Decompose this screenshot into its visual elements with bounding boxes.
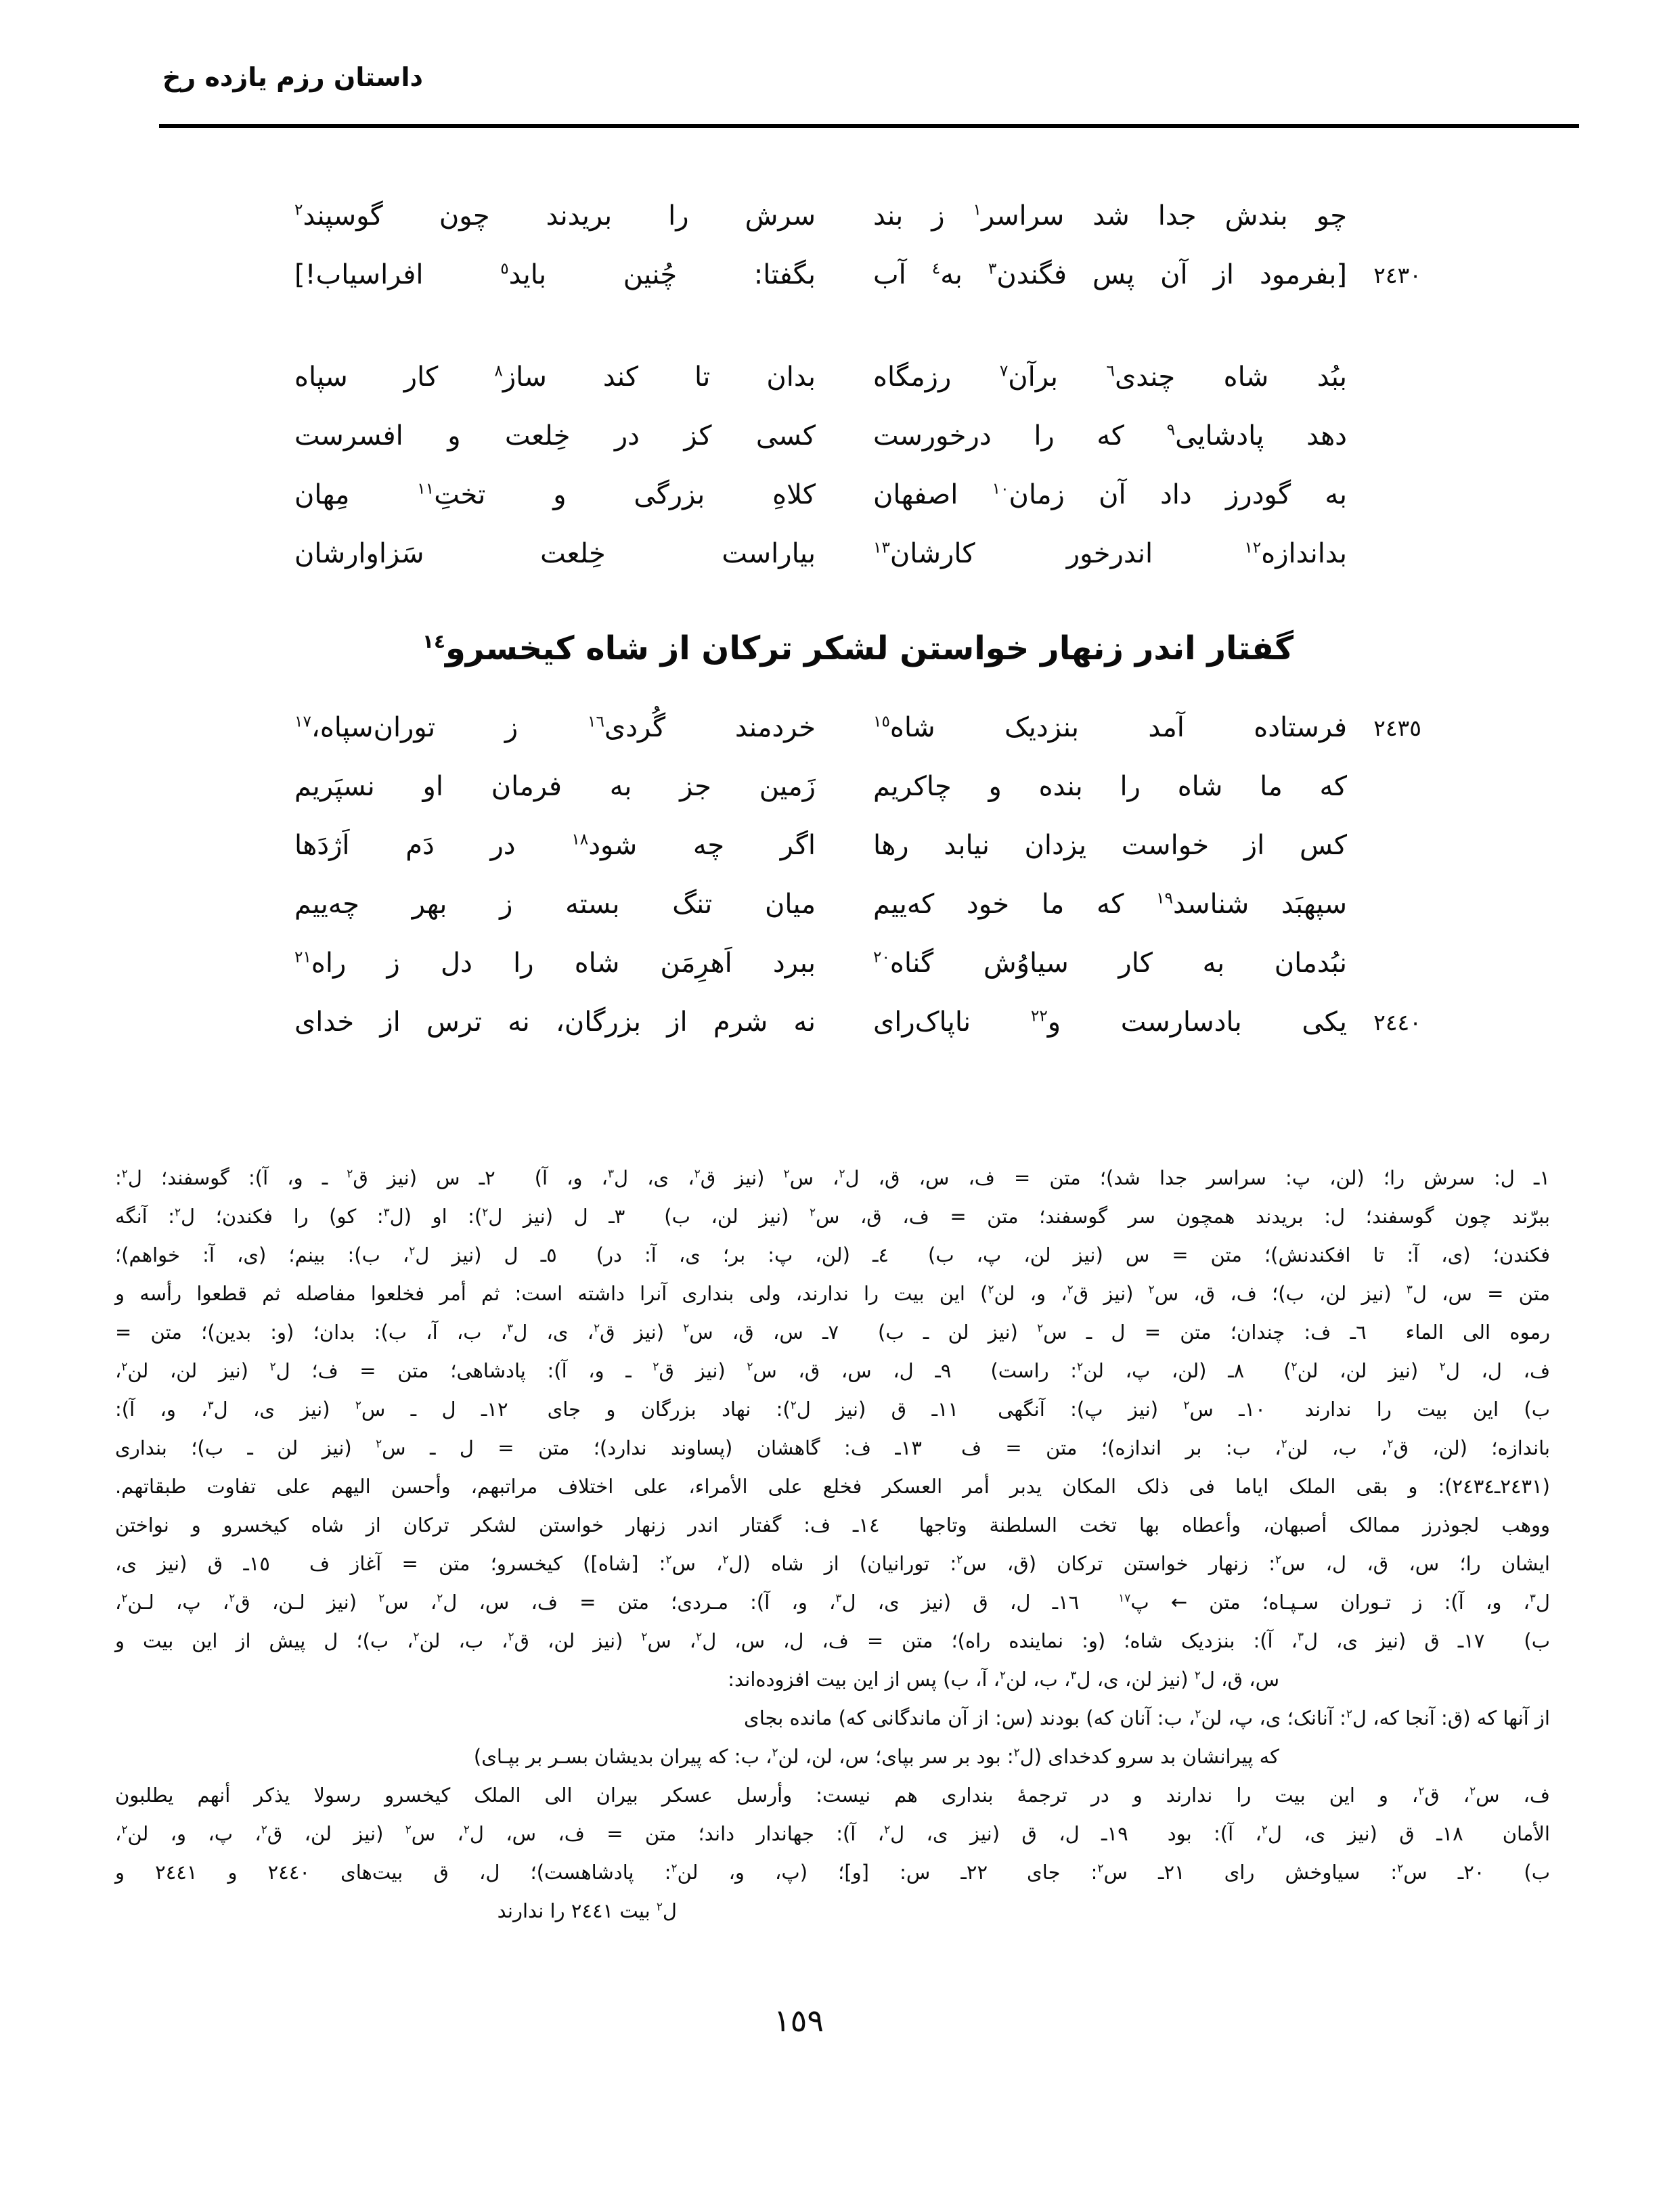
footnote-ref: ٢: [696, 1629, 703, 1643]
footnote-ref: ٣: [1529, 1591, 1536, 1605]
hemistich-left: خردمند گُردی$^{١٦}$ ز توران‌سپاه،$^{١٧}$: [294, 712, 816, 743]
footnote-line: ووهب لجوذرز ممالک أصبهان، وأعطاه بها تخت السلطنة وتاجها ١٤ـ ف: گفتار اندر زنهار خواستن لشکر ترکان از شاه کیخسرو و نواختن: [115, 1513, 1550, 1536]
footnote-ref: ٣: [1406, 1282, 1413, 1296]
footnote-line: ل$^٢$ بیت ٢٤٤١ را ندارند: [497, 1899, 677, 1922]
footnote-ref: ٣: [835, 1591, 842, 1605]
footnote-ref: ٢: [988, 1282, 994, 1296]
footnote-ref: ٤: [931, 259, 941, 278]
hemistich-left: میان تنگ بسته ز بهر چه‌ییم: [294, 889, 816, 920]
hemistich-right: فرستاده آمد بنزدیک شاه$^{١٥}$: [873, 712, 1347, 743]
footnote-ref: ٢: [355, 1398, 361, 1412]
hemistich-right: کس از خواست یزدان نیابد رها: [873, 830, 1347, 861]
footnote-ref: ٣: [383, 1205, 390, 1219]
footnote-ref: ٢: [1097, 1861, 1104, 1875]
footnote-ref: ٢: [437, 1591, 443, 1605]
footnote-ref: ٢: [747, 1359, 753, 1373]
footnote-ref: ١٧: [1118, 1591, 1131, 1605]
hemistich-left: کسی کز در خِلعت و افسرست: [294, 420, 816, 451]
hemistich-left: بیاراست خِلعت سَزاوارشان: [294, 538, 816, 569]
footnote-ref: ٢: [671, 1861, 678, 1875]
footnote-ref: ٢: [1183, 1398, 1190, 1412]
footnote-line: از آنها که (ق: آنجا که، ل$^٢$: آنانک؛ ی، پ، لن$^٢$، ب: آنان که) بودند (س: از آن ماندگانی که) مانده بجای: [744, 1706, 1550, 1729]
footnote-ref: ٨: [494, 361, 503, 380]
footnote-line: باندازه؛ (لن، ق$^٢$، ب، لن$^٢$، ب: بر اندازه)؛ متن = ف ١٣ـ ف: گاهشان (پساوند ندارد)؛ متن = ل ـ س$^٢$ (نیز لن ـ ب)؛ بنداری: [115, 1436, 1550, 1459]
running-header-title: داستان رزم یازده رخ: [162, 62, 424, 92]
footnote-ref: ٢: [1077, 1359, 1084, 1373]
footnote-ref: ٢: [1013, 1745, 1020, 1759]
couplet-row: [294, 699, 1421, 757]
footnote-ref: ٢: [1275, 1552, 1282, 1566]
footnote-ref: ٢: [376, 1436, 382, 1451]
footnote-ref: ٢: [594, 1321, 600, 1335]
hemistich-left: اگر چه شود$^{١٨}$ در دَم اَژدَها: [294, 830, 816, 861]
footnote-ref: ٢: [347, 1166, 353, 1180]
footnote-line: که پیرانشان بد سرو کدخدای (ل$^٢$: بود بر سر بپای؛ س، لن، لن$^٢$، ب: که پیران بدیشان بسـر بر بپـای): [473, 1745, 1279, 1768]
footnote-ref: ١٨: [571, 830, 589, 849]
couplet-row: [294, 246, 1421, 305]
footnote-ref: ٢: [1195, 1706, 1201, 1721]
couplet-row: [294, 407, 1421, 466]
footnote-line: ب) ١٧ـ ق (نیز ی، ل$^٣$، آ): بنزدیک شاه؛ (و: نماینده راه)؛ متن = ف، ل، س، ل$^٢$، س$^٢$ (نیز لن، ق$^٢$، ب، لن$^٢$، ب)؛ ل پیش از این بیت و: [115, 1629, 1550, 1652]
footnote-ref: ٢: [378, 1591, 385, 1605]
footnote-ref: ٧: [999, 361, 1009, 380]
hemistich-right: بداندازه$^{١٢}$ اندرخور کارشان$^{١٣}$: [873, 538, 1347, 569]
couplet-row: [294, 993, 1421, 1052]
footnote-ref: ٦: [1106, 361, 1115, 380]
footnote-ref: ٢: [665, 1552, 672, 1566]
footnote-ref: ١٩: [1156, 889, 1173, 908]
footnote-ref: ٢: [641, 1629, 648, 1643]
footnote-line: ف، ل، ل$^٢$ (نیز لن، لن$^٢$) ٨ـ (لن، پ، لن$^٢$: راست) ٩ـ ل، س، ق، س$^٢$ (نیز ق$^٢$ ـ و، آ): پادشاهی؛ متن = ف؛ ل$^٢$ (نیز لن، لن$^٢$،: [115, 1359, 1551, 1382]
footnote-ref: ٢: [656, 1899, 663, 1914]
footnote-ref: ١٦: [587, 712, 604, 731]
section-heading: گفتار اندر زنهار خواستن لشکر ترکان از شاه کیخسرو$^{١٤}$: [422, 629, 1294, 667]
couplet-row: [294, 187, 1421, 246]
footnote-ref: ٢: [409, 1243, 416, 1258]
hemistich-left: زَمین جز به فرمان او نسپَریم: [294, 771, 816, 802]
footnote-ref: ٢: [413, 1629, 420, 1643]
footnote-ref: ٢: [508, 1629, 514, 1643]
footnote-ref: ٢: [294, 200, 303, 219]
footnote-ref: ٢: [653, 1359, 659, 1373]
footnote-line: فکندن؛ (ی، آ: تا افکندنش)؛ متن = س (نیز لن، پ، ب) ٤ـ (لن، پ: بر؛ ی، آ: در) ٥ـ ل (نیز ل$^٢$، ب): بینم؛ (ی، آ: خواهم)؛: [115, 1243, 1551, 1266]
hemistich-right: دهد پادشایی$^٩$ که را درخورست: [873, 420, 1347, 451]
footnote-ref: ٢: [1291, 1359, 1298, 1373]
footnote-ref: ٢: [1281, 1436, 1287, 1451]
hemistich-right: چو بندش جدا شد سراسر$^١$ ز بند: [873, 200, 1347, 231]
footnote-ref: ٢: [884, 1822, 891, 1836]
page-number: ١٥٩: [773, 2002, 824, 2039]
couplet-row: [294, 934, 1421, 993]
footnote-ref: ٢: [839, 1166, 845, 1180]
verse-number: ٢٤٣٠: [1373, 262, 1421, 288]
footnote-ref: ٢: [121, 1591, 128, 1605]
footnote-ref: ٩: [1166, 420, 1176, 439]
footnote-ref: ١: [973, 200, 981, 219]
stanza: [294, 348, 1421, 583]
footnote-ref: ٢: [1469, 1784, 1476, 1798]
footnote-ref: ٢: [1148, 1282, 1155, 1296]
hemistich-right: به گودرز داد آن زمان$^{١٠}$ اصفهان: [873, 479, 1347, 510]
footnotes: [115, 1159, 1550, 1930]
hemistich-right: سپهبَد شناسد$^{١٩}$ که ما خود که‌ییم: [873, 889, 1347, 920]
footnote-ref: ٢: [1439, 1359, 1446, 1373]
footnote-ref: ٣: [988, 259, 997, 278]
footnote-ref: ٢: [722, 1552, 729, 1566]
footnote-line: (٢٤٣١ـ٢٤٣٤): و بقی الملک ایاما فی ذلک المکان یدبر أمر العسکر فخلع علی الأمراء، علی اختلاف مراتبهم، وأحسن الیهم علی تفاوت طبقاتهم.: [115, 1475, 1550, 1498]
hemistich-left: کلاهِ بزرگی و تختِ$^{١١}$ مِهان: [294, 479, 816, 510]
footnote-ref: ٢: [809, 1205, 816, 1219]
footnote-line: ب) ٢٠ـ س$^٢$: سیاوخش رای ٢١ـ س$^٢$: جای ٢٢ـ س: [و]؛ (پ، و، لن$^٢$: پادشاهست)؛ ل، ق بیت‌های ٢٤٤٠ و ٢٤٤١ و: [115, 1861, 1550, 1884]
footnote-ref: ٢: [999, 1668, 1006, 1682]
couplet-row: [294, 466, 1421, 525]
footnote-line: رموه الی الماء ٦ـ ف: چندان؛ متن = ل ـ س$^٢$ (نیز لن ـ ب) ٧ـ س، ق، س$^٢$ (نیز ق$^٢$، ی، ل$^٣$، ب، آ، ب): بدان؛ (و: بدین)؛ متن =: [115, 1321, 1550, 1344]
footnote-line: ب) این بیت را ندارند ١٠ـ س$^٢$ (نیز پ): آنگهی ١١ـ ق (نیز ل$^٢$): نهاد بزرگان و جای ١٢ـ ل ـ س$^٢$ (نیز ی، ل$^٣$، و، آ):: [115, 1398, 1550, 1421]
footnote-line: ١ـ ل: سرش را؛ (لن، پ: سراسر جدا شد)؛ متن = ف، س، ق، ل$^٢$، س$^٢$ (نیز ق$^٢$، ی، ل$^٣$، و، آ) ٢ـ س (نیز ق$^٢$ ـ و، آ): گوسفند؛ ل$^٢$:: [115, 1166, 1550, 1189]
hemistich-right: [بفرمود از آن پس فگندن$^٣$ به$^٤$ آب: [873, 259, 1347, 290]
footnote-ref: ٢: [175, 1205, 181, 1219]
footnote-ref: ٢: [694, 1166, 701, 1180]
footnote-ref: ٥: [500, 259, 509, 278]
footnote-ref: ٢: [956, 1552, 963, 1566]
footnote-ref: ٣: [608, 1166, 615, 1180]
hemistich-right: یکی بادسارست و$^{٢٢}$ ناپاک‌رای: [873, 1007, 1347, 1038]
footnote-ref: ٢: [1067, 1282, 1074, 1296]
footnote-line: ل$^٣$، و، آ): ز تـوران سـپـاه؛ متن ← پ$^{١٧}$ ١٦ـ ل، ق (نیز ی، ل$^٣$، و، آ): مـردی؛ متن = ف، س، ل$^٢$، س$^٢$ (نیز لـن، ق$^٢$، پ، لـن$^٢$،: [115, 1591, 1550, 1614]
footnote-ref: ٢: [683, 1321, 690, 1335]
hemistich-left: ببرد اَهرِمَن شاه را دل ز راه$^{٢١}$: [294, 948, 816, 979]
footnote-ref: ٢: [772, 1745, 778, 1759]
poem: [294, 187, 1421, 1052]
footnote-line: ف، س$^٢$، ق$^٢$، و این بیت را ندارند و در ترجمهٔ بنداری هم نیست: وأرسل عسکر بیران الی الملک کیخسرو رسولا یذکر أنهم یطلبون: [115, 1784, 1550, 1807]
footnote-ref: ٢١: [294, 948, 311, 967]
footnote-ref: ٢: [1387, 1436, 1394, 1451]
footnote-ref: ١٢: [1244, 538, 1262, 557]
footnote-ref: ٣: [1070, 1668, 1077, 1682]
footnote-line: س، ق، ل$^٢$ (نیز لن، ی، ل$^٣$، ب، لن$^٢$، آ، ب) پس از این بیت افزوده‌اند:: [728, 1668, 1279, 1691]
couplet-row: [294, 348, 1421, 407]
stanza: [294, 187, 1421, 305]
footnote-ref: ١٤: [422, 630, 445, 653]
footnote-ref: ٢: [1037, 1321, 1044, 1335]
footnote-ref: ٢: [1194, 1668, 1201, 1682]
footnote-ref: ٢: [121, 1166, 128, 1180]
hemistich-left: بدان تا کند ساز$^٨$ کار سپاه: [294, 361, 816, 393]
couplet-row: [294, 757, 1421, 816]
footnote-ref: ٣: [507, 1321, 514, 1335]
hemistich-right: ببُد شاه چندی$^٦$ برآن$^٧$ رزمگاه: [873, 361, 1347, 393]
couplet-row: [294, 525, 1421, 583]
footnote-ref: ٢: [783, 1166, 790, 1180]
footnote-ref: ١٣: [873, 538, 890, 557]
couplet-row: [294, 816, 1421, 875]
footnote-ref: ٢: [121, 1822, 128, 1836]
footnote-ref: ٢٠: [873, 948, 890, 967]
hemistich-left: بگفتا: چُنین باید$^٥$ افراسیاب!]: [294, 259, 816, 290]
footnote-line: متن = س، ل$^٣$ (نیز لن، ب)؛ ف، ق، س$^٢$ (نیز ق$^٢$، و، لن$^٢$) این بیت را ندارند، ولی بنداری آنرا داشته است: ثم أمر فخلعوا مفاصله ثم قطعوا رأسه و: [115, 1282, 1550, 1305]
couplet-row: [294, 875, 1421, 934]
footnote-ref: ٢: [1261, 1822, 1268, 1836]
footnote-ref: ٢: [405, 1822, 412, 1836]
verse-number: ٢٤٤٠: [1373, 1009, 1421, 1036]
hemistich-right: که ما شاه را بنده و چاکریم: [873, 771, 1347, 802]
footnote-ref: ٣: [207, 1398, 214, 1412]
footnote-ref: ٢: [790, 1398, 797, 1412]
footnote-ref: ١١: [417, 479, 435, 498]
footnote-line: ایشان را؛ س، ق، ل، س$^٢$: زنهار خواستن ترکان (ق، س$^٢$: تورانیان) از شاه (ل$^٢$، س$^٢$: [شاه]) کیخسرو؛ متن = آغاز ف ١٥ـ ق (نیز ی،: [115, 1552, 1550, 1575]
footnote-ref: ٢: [261, 1822, 267, 1836]
header-rule: [159, 124, 1579, 128]
verse-number: ٢٤٣٥: [1373, 715, 1421, 741]
footnote-ref: ١٧: [294, 712, 311, 731]
stanza: [294, 699, 1421, 1052]
footnote-line: الأمان ١٨ـ ق (نیز ی، ل$^٢$، آ): بود ١٩ـ ل، ق (نیز ی، ل$^٢$، آ): جهاندار داند؛ متن = ف، س، ل$^٢$، س$^٢$ (نیز لن، ق$^٢$، پ، و، لن$^٢$،: [115, 1822, 1550, 1845]
hemistich-left: سرش را بریدند چون گوسپند$^٢$: [294, 200, 816, 231]
footnote-ref: ٣: [1297, 1629, 1304, 1643]
footnote-ref: ٢: [121, 1359, 128, 1373]
footnote-ref: ١٠: [992, 479, 1009, 498]
footnote-ref: ٢: [463, 1822, 470, 1836]
footnote-ref: ٢: [1346, 1706, 1352, 1721]
footnote-ref: ٢: [1418, 1784, 1425, 1798]
hemistich-left: نه شرم از بزرگان، نه ترس از خدای: [294, 1007, 816, 1038]
footnote-ref: ١٥: [873, 712, 890, 731]
footnote-ref: ٢: [482, 1205, 489, 1219]
footnote-ref: ٢: [1397, 1861, 1404, 1875]
footnote-line: ببرّند چون گوسفند؛ ل: بریدند همچون سر گوسفند؛ متن = ف، ق، س$^٢$ (نیز لن، ب) ٣ـ ل (نیز ل$^٢$): او (ل$^٣$: کو) را فکندن؛ ل$^٢$: آنگه: [115, 1205, 1550, 1228]
footnote-ref: ٢: [229, 1591, 236, 1605]
footnote-ref: ٢: [269, 1359, 276, 1373]
hemistich-right: نبُدمان به کار سیاوُش گناه$^{٢٠}$: [873, 948, 1347, 979]
footnote-ref: ٢٢: [1030, 1007, 1048, 1025]
